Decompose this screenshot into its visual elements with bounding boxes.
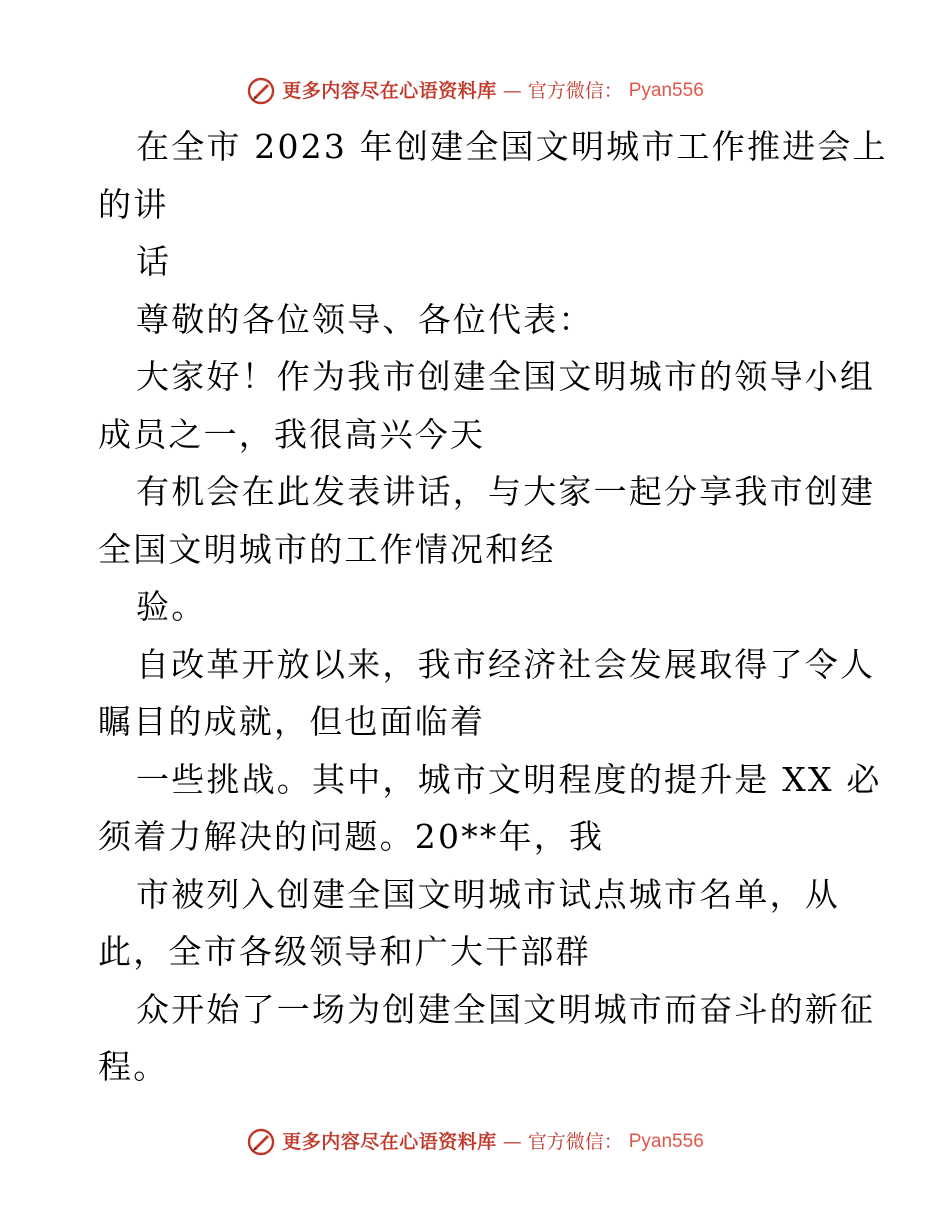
text-line: 众开始了一场为创建全国文明城市而奋斗的新征 xyxy=(136,989,876,1029)
text-line: 程。 xyxy=(98,1047,169,1086)
text-line: 验。 xyxy=(136,587,207,626)
text-line: 自改革开放以来，我市经济社会发展取得了令人 xyxy=(136,644,876,684)
watermark-wechat-id: Pyan556 xyxy=(628,80,704,101)
watermark-wechat-id: Pyan556 xyxy=(628,1131,704,1152)
text-line: 市被列入创建全国文明城市试点城市名单，从 xyxy=(136,874,840,914)
text-line: 须着力解决的问题。20**年，我 xyxy=(98,817,605,856)
quill-seal-logo-icon xyxy=(246,76,276,106)
watermark-separator: — xyxy=(502,80,522,102)
document-body xyxy=(98,118,888,1096)
text-line: 此，全市各级领导和广大干部群 xyxy=(98,932,591,971)
text-line: 大家好！作为我市创建全国文明城市的领导小组 xyxy=(136,357,876,396)
text-line: 成员之一，我很高兴今天 xyxy=(98,414,486,454)
text-line: 一些挑战。其中，城市文明程度的提升是 XX 必 xyxy=(136,759,882,799)
text-line: 的讲 xyxy=(98,184,169,224)
text-line: 全国文明城市的工作情况和经 xyxy=(98,529,556,569)
footer-watermark xyxy=(0,1127,950,1157)
watermark-wechat-label: 官方微信： xyxy=(527,80,623,102)
header-watermark xyxy=(0,76,950,106)
quill-seal-logo-icon xyxy=(246,1127,276,1157)
text-line: 尊敬的各位领导、各位代表： xyxy=(136,299,594,339)
text-line: 有机会在此发表讲话，与大家一起分享我市创建 xyxy=(136,472,876,511)
watermark-separator: — xyxy=(502,1131,522,1153)
watermark-text: 更多内容尽在心语资料库 xyxy=(282,80,497,102)
watermark-text: 更多内容尽在心语资料库 xyxy=(282,1131,497,1153)
text-line: 话 xyxy=(136,242,172,281)
text-line: 瞩目的成就，但也面临着 xyxy=(98,702,486,741)
watermark-wechat-label: 官方微信： xyxy=(527,1131,623,1153)
text-line: 在全市 2023 年创建全国文明城市工作推进会上 xyxy=(136,127,888,166)
